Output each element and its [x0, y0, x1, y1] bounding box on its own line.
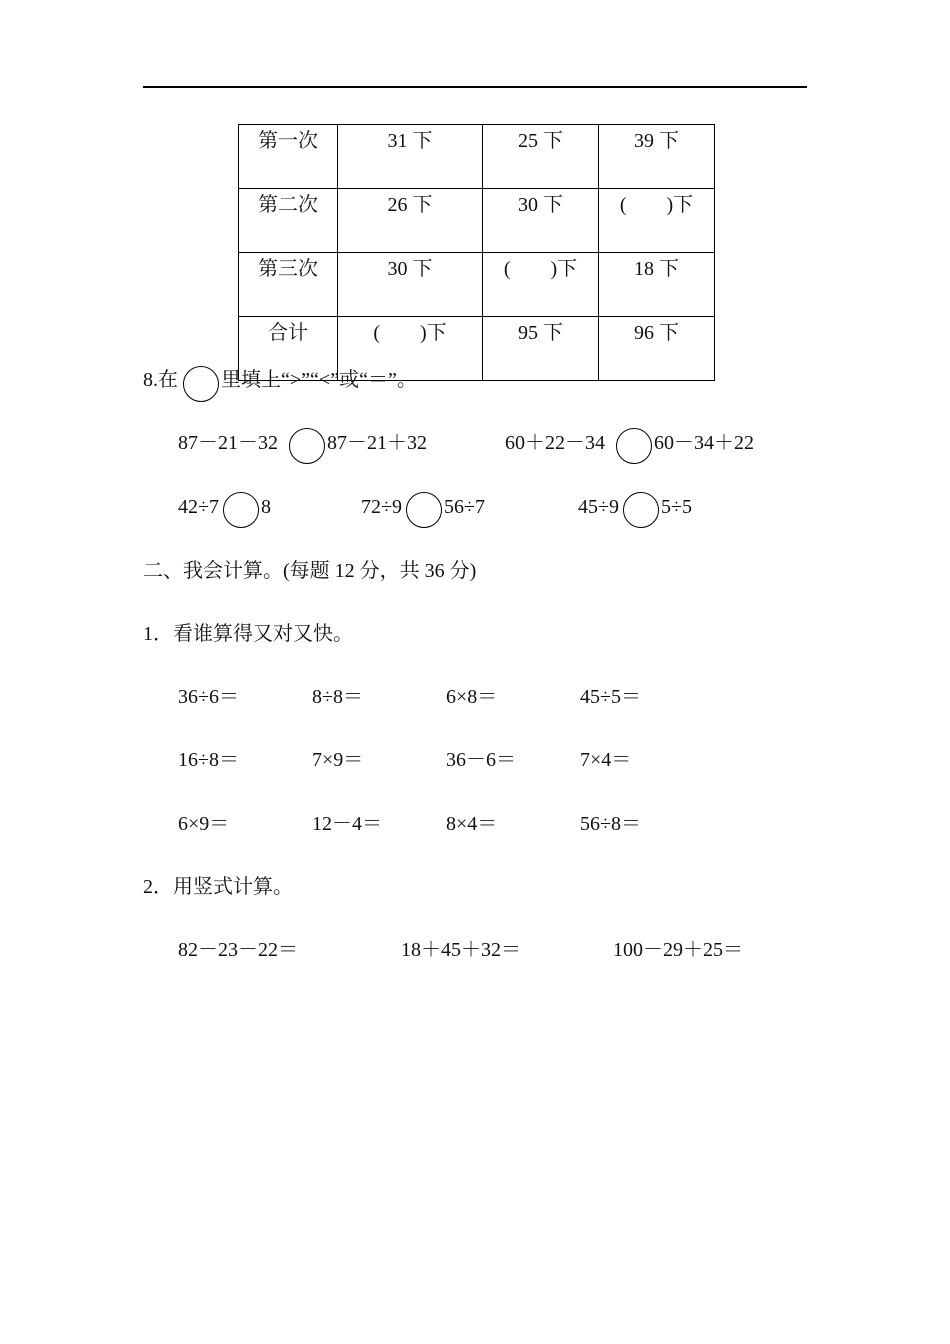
- table-cell: 39 下: [599, 125, 715, 189]
- table-cell: 30 下: [338, 253, 483, 317]
- header-rule: [143, 86, 807, 88]
- answer-circle[interactable]: [623, 492, 659, 528]
- calc-item: 6×9＝: [178, 813, 230, 835]
- vertical-calc-item: 100－29＋25＝: [613, 939, 743, 961]
- vertical-calc-item: 18＋45＋32＝: [401, 939, 521, 961]
- table-row: [239, 189, 715, 253]
- table-cell: 26 下: [338, 189, 483, 253]
- count-table: [238, 124, 715, 381]
- q8-prefix: 8.在: [143, 369, 178, 391]
- table-cell: 第一次: [239, 125, 338, 189]
- table-cell-blank[interactable]: ( )下: [599, 189, 715, 253]
- table-cell: 96 下: [599, 317, 715, 381]
- calc-item: 7×4＝: [580, 749, 632, 771]
- table-cell: 合计: [239, 317, 338, 381]
- compare-left: 87－21－32: [178, 432, 278, 454]
- compare-right: 5÷5: [661, 496, 692, 518]
- table-cell: 25 下: [483, 125, 599, 189]
- compare-left: 45÷9: [578, 496, 619, 518]
- compare-right: 60－34＋22: [654, 432, 754, 454]
- table-cell: 30 下: [483, 189, 599, 253]
- compare-right: 56÷7: [444, 496, 485, 518]
- table-row: [239, 253, 715, 317]
- table-cell-blank[interactable]: ( )下: [483, 253, 599, 317]
- calc-item: 8×4＝: [446, 813, 498, 835]
- answer-circle[interactable]: [223, 492, 259, 528]
- table-cell: 18 下: [599, 253, 715, 317]
- table-cell: 31 下: [338, 125, 483, 189]
- calc-item: 36÷6＝: [178, 686, 239, 708]
- calc-item: 8÷8＝: [312, 686, 363, 708]
- answer-circle[interactable]: [183, 366, 219, 402]
- table-cell-blank[interactable]: ( )下: [338, 317, 483, 381]
- compare-left: 72÷9: [361, 496, 402, 518]
- compare-left: 42÷7: [178, 496, 219, 518]
- compare-right: 87－21＋32: [327, 432, 427, 454]
- calc-item: 45÷5＝: [580, 686, 641, 708]
- calc-item: 7×9＝: [312, 749, 364, 771]
- calc-item: 12－4＝: [312, 813, 382, 835]
- q8-suffix: 里填上“>”“<”或“＝”。: [221, 369, 417, 391]
- vertical-calc-item: 82－23－22＝: [178, 939, 298, 961]
- calc-item: 6×8＝: [446, 686, 498, 708]
- answer-circle[interactable]: [616, 428, 652, 464]
- table-row: [239, 125, 715, 189]
- compare-right: 8: [261, 496, 271, 518]
- compare-left: 60＋22－34: [505, 432, 605, 454]
- answer-circle[interactable]: [406, 492, 442, 528]
- calc-item: 56÷8＝: [580, 813, 641, 835]
- table-cell: 第三次: [239, 253, 338, 317]
- calc-item: 36－6＝: [446, 749, 516, 771]
- question-title: 2．用竖式计算。: [143, 876, 293, 898]
- table-cell: 第二次: [239, 189, 338, 253]
- table-cell: 95 下: [483, 317, 599, 381]
- calc-item: 16÷8＝: [178, 749, 239, 771]
- question-title: 1．看谁算得又对又快。: [143, 623, 353, 645]
- section-title: 二、我会计算。(每题 12 分，共 36 分): [143, 560, 477, 582]
- answer-circle[interactable]: [289, 428, 325, 464]
